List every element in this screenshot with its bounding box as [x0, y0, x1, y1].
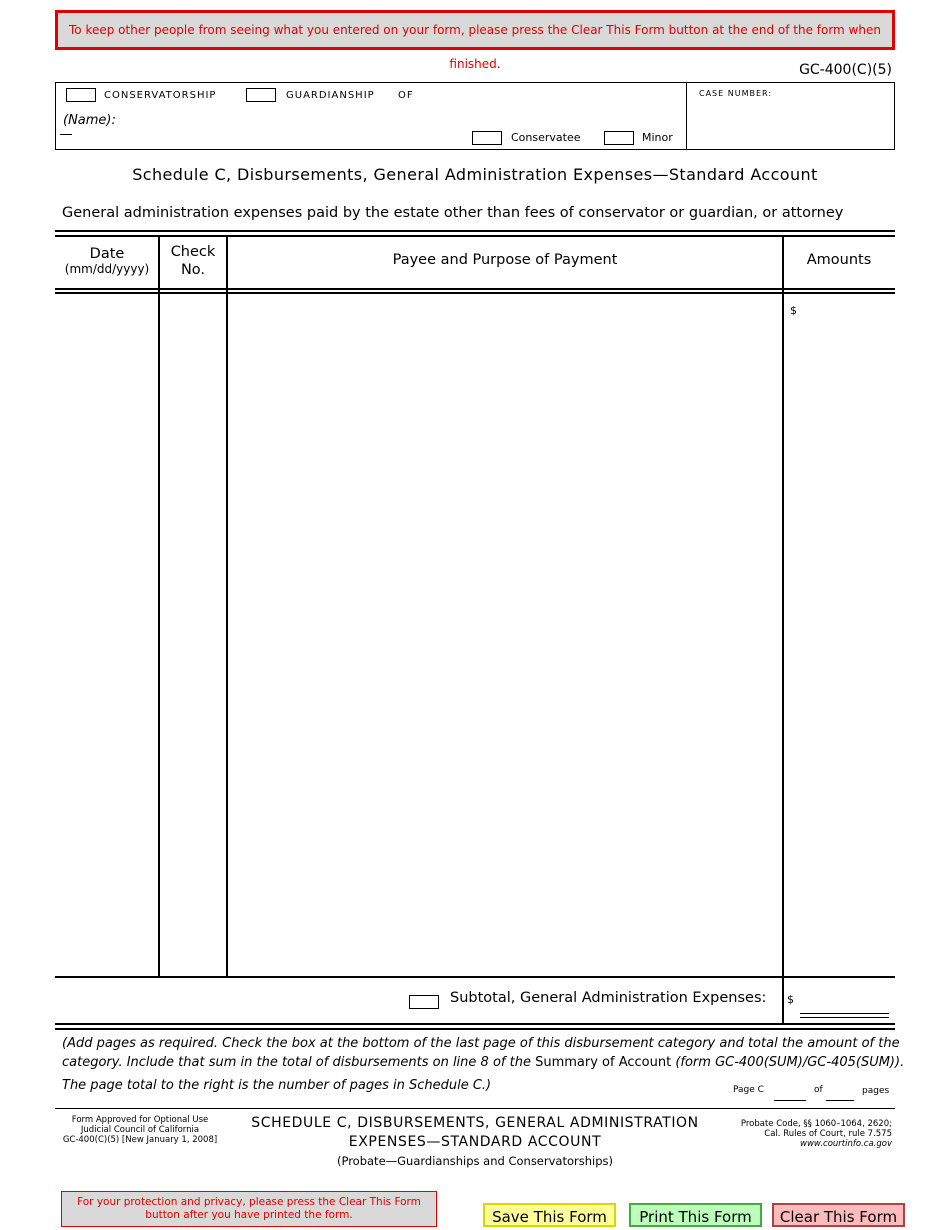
check-column-field[interactable]	[160, 295, 226, 975]
footer-left	[55, 1115, 225, 1145]
summary-of-account-ref: Summary of Account	[535, 1055, 672, 1070]
header-date-label: Date	[89, 246, 125, 262]
of-pages-label: of	[814, 1085, 823, 1095]
of-label: OF	[398, 90, 414, 101]
clear-form-button[interactable]: Clear This Form	[772, 1203, 905, 1227]
footer-approved: Form Approved for Optional Use	[71, 1115, 209, 1125]
guardianship-label: GUARDIANSHIP	[286, 90, 375, 101]
page-number-field[interactable]	[774, 1088, 806, 1101]
conservatee-checkbox[interactable]	[472, 131, 502, 145]
subtotal-amount-field[interactable]	[800, 985, 889, 1013]
footer-title-line-3: (Probate—Guardianships and Conservatorships)	[336, 1154, 613, 1168]
footer-revision: GC-400(C)(5) [New January 1, 2008]	[62, 1135, 218, 1145]
subtotal-label: Subtotal, General Administration Expenses:	[450, 990, 767, 1006]
header-check	[160, 243, 226, 279]
total-pages-field[interactable]	[826, 1088, 854, 1101]
instructions-line-2	[62, 1055, 904, 1070]
name-field[interactable]	[60, 134, 72, 135]
footer-rules: Cal. Rules of Court, rule 7.575	[764, 1129, 892, 1139]
header-check-label: Check	[170, 244, 216, 260]
pages-label: pages	[862, 1086, 890, 1096]
minor-checkbox[interactable]	[604, 131, 634, 145]
caption-divider	[686, 83, 687, 149]
header-date-format: (mm/dd/yyyy)	[64, 262, 150, 276]
col-divider-payee	[782, 236, 784, 1024]
conservatorship-label: CONSERVATORSHIP	[104, 90, 217, 101]
table-bottom-rule	[55, 976, 895, 978]
footer-council: Judicial Council of California	[80, 1125, 200, 1135]
guardianship-checkbox[interactable]	[246, 88, 276, 102]
subtotal-double-rule-2	[800, 1017, 889, 1018]
instructions-line-1: (Add pages as required. Check the box at the bottom of the last page of this disbursement category and total the amount of the	[62, 1036, 900, 1051]
footer-title-line-1: SCHEDULE C, DISBURSEMENTS, GENERAL ADMINISTRATION	[251, 1115, 699, 1131]
caption-box	[55, 82, 895, 150]
footer-website: www.courtinfo.ca.gov	[800, 1139, 892, 1149]
amounts-column-field[interactable]	[800, 295, 893, 975]
date-column-field[interactable]	[57, 295, 157, 975]
page-label: Page C	[733, 1085, 764, 1095]
case-number-field[interactable]	[692, 103, 888, 143]
name-label: (Name):	[63, 113, 116, 128]
print-form-button[interactable]: Print This Form	[629, 1203, 762, 1227]
header-payee: Payee and Purpose of Payment	[392, 252, 618, 268]
last-page-checkbox[interactable]	[409, 995, 439, 1009]
save-form-button[interactable]: Save This Form	[483, 1203, 616, 1227]
schedule-subtitle: General administration expenses paid by the estate other than fees of conservator or guardian, or attorney	[62, 205, 844, 221]
header-check-no: No.	[180, 262, 206, 278]
subtotal-double-rule-1	[800, 1013, 889, 1014]
subtotal-bottom-rule-1	[55, 1023, 895, 1025]
header-amounts: Amounts	[806, 252, 872, 268]
schedule-title: Schedule C, Disbursements, General Administration Expenses—Standard Account	[132, 165, 818, 184]
header-bottom-rule-1	[55, 288, 895, 290]
privacy-notice-bottom: For your protection and privacy, please press the Clear This Form button after you have printed the form.	[61, 1191, 437, 1227]
instructions-line-2c: (form GC-400(SUM)/GC-405(SUM)).	[671, 1055, 905, 1070]
payee-column-field[interactable]	[228, 295, 781, 975]
conservatee-label: Conservatee	[511, 131, 581, 144]
table-top-rule-1	[55, 230, 895, 232]
minor-label: Minor	[642, 131, 673, 144]
privacy-notice-top: To keep other people from seeing what you entered on your form, please press the Clear This Form button at the end of the form when finished.	[55, 10, 895, 50]
table-top-rule-2	[55, 235, 895, 237]
footer-rule	[55, 1108, 895, 1109]
form-number: GC-400(C)(5)	[799, 62, 892, 78]
header-bottom-rule-2	[55, 292, 895, 294]
instructions-line-3: The page total to the right is the number of pages in Schedule C.)	[62, 1078, 492, 1093]
header-date	[57, 246, 157, 276]
subtotal-dollar-sign: $	[787, 993, 794, 1006]
footer-title	[225, 1114, 725, 1170]
footer-code: Probate Code, §§ 1060–1064, 2620;	[740, 1119, 892, 1129]
subtotal-bottom-rule-2	[55, 1028, 895, 1030]
footer-title-line-2: EXPENSES—STANDARD ACCOUNT	[348, 1134, 602, 1150]
instructions-line-2a: category. Include that sum in the total of disbursements on line 8 of the	[62, 1055, 536, 1070]
footer-right	[741, 1119, 892, 1149]
conservatorship-checkbox[interactable]	[66, 88, 96, 102]
case-number-label: CASE NUMBER:	[699, 89, 773, 98]
amount-dollar-sign: $	[790, 304, 797, 317]
